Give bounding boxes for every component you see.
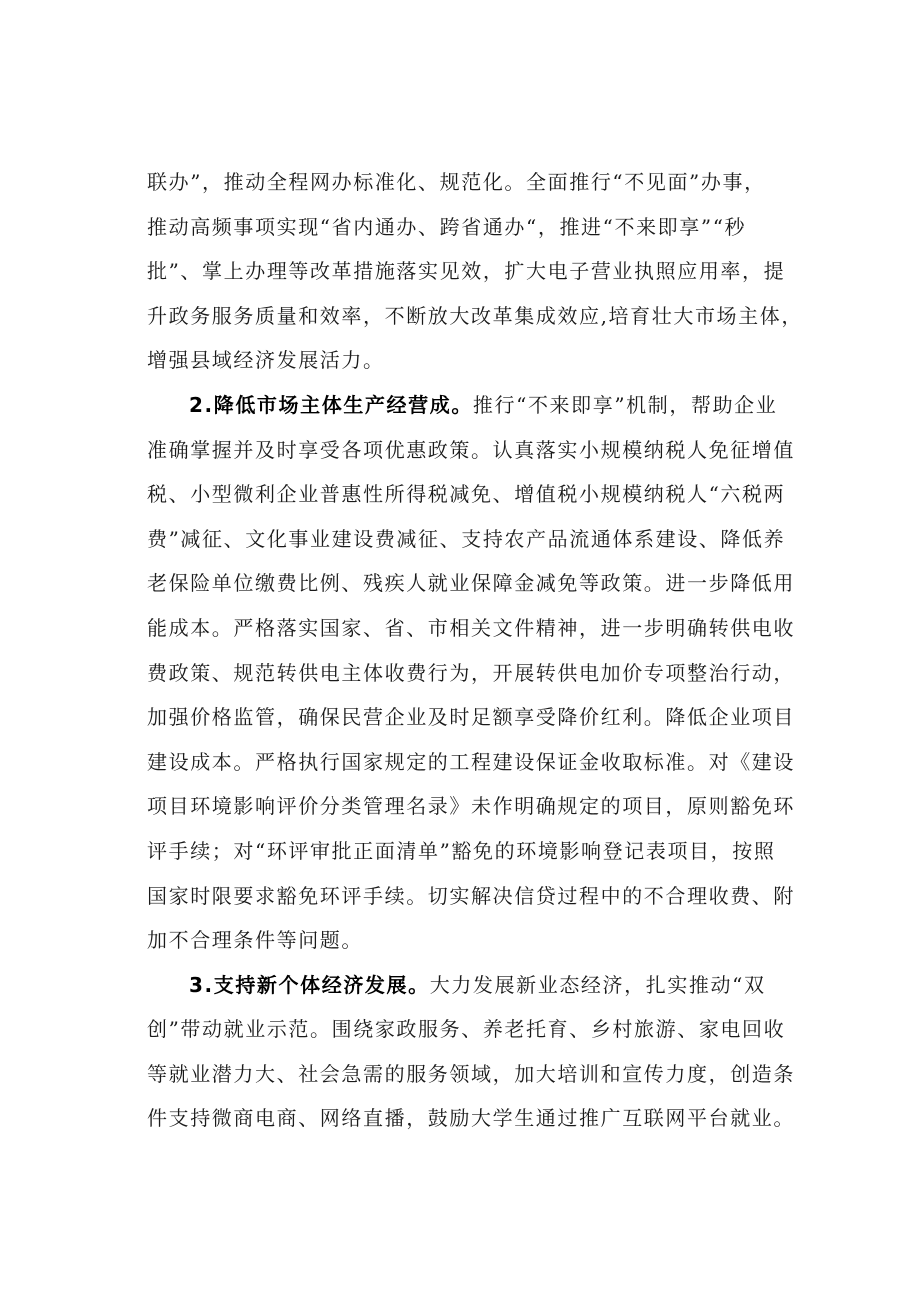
paragraph-3 — [147, 963, 807, 1141]
section-heading-2: 2.降低市场主体生产经营成。 — [189, 392, 473, 417]
section-heading-3: 3.支持新个体经济发展。 — [189, 972, 430, 997]
paragraph-2 — [147, 383, 807, 963]
text-line: 项目环境影响评价分类管理名录》未作明确规定的项目，原则豁免环 — [147, 794, 795, 819]
text-line: 费政策、规范转供电主体收费行为，开展转供电加价专项整治行动， — [147, 660, 795, 685]
text-line: 评手续；对“环评审批正面清单”豁免的环境影响登记表项目，按照 — [147, 838, 776, 863]
body-text — [147, 160, 807, 1141]
text-line: 联办”，推动全程网办标准化、规范化。全面推行“不见面”办事， — [147, 170, 766, 194]
text-line: 建设成本。严格执行国家规定的工程建设保证金收取标准。对《建设 — [147, 749, 795, 774]
paragraph-2-first-line — [147, 383, 807, 428]
text-line: 加强价格监管，确保民营企业及时足额享受降价红利。降低企业项目 — [147, 705, 795, 730]
text-line: 准确掌握并及时享受各项优惠政策。认真落实小规模纳税人免征增值 — [147, 437, 795, 462]
text-line: 创”带动就业示范。围绕家政服务、养老托育、乡村旅游、家电回收 — [147, 1017, 786, 1042]
text-fragment: 大力发展新业态经济，扎实推动“双 — [429, 972, 766, 997]
text-line: 推动高频事项实现“省内通办、跨省通办“，推进“不来即享”“秒 — [147, 214, 747, 239]
text-line: 加不合理条件等问题。 — [147, 928, 363, 953]
text-line: 税、小型微利企业普惠性所得税减免、增值税小规模纳税人“六税两 — [147, 482, 786, 507]
text-line: 费”减征、文化事业建设费减征、支持农产品流通体系建设、降低养 — [147, 526, 786, 551]
paragraph-3-first-line — [147, 963, 807, 1008]
text-line: 批”、掌上办理等改革措施落实见效，扩大电子营业执照应用率，提 — [147, 259, 786, 284]
text-line: 等就业潜力大、社会急需的服务领域，加大培训和宣传力度，创造条 — [147, 1061, 795, 1086]
text-line: 升政务服务质量和效率，不断放大改革集成效应,培育壮大市场主体， — [147, 303, 803, 328]
text-line: 增强县域经济发展活力。 — [147, 348, 385, 373]
text-line: 能成本。严格落实国家、省、市相关文件精神，进一步明确转供电收 — [147, 615, 795, 640]
text-line: 老保险单位缴费比例、残疾人就业保障金减免等政策。进一步降低用 — [147, 571, 795, 596]
text-line: 件支持微商电商、网络直播，鼓励大学生通过推广互联网平台就业。 — [147, 1106, 795, 1131]
paragraph-1 — [147, 160, 807, 383]
text-line: 国家时限要求豁免环评手续。切实解决信贷过程中的不合理收费、附 — [147, 883, 795, 908]
text-fragment: 推行“不来即享”机制，帮助企业 — [472, 392, 778, 417]
